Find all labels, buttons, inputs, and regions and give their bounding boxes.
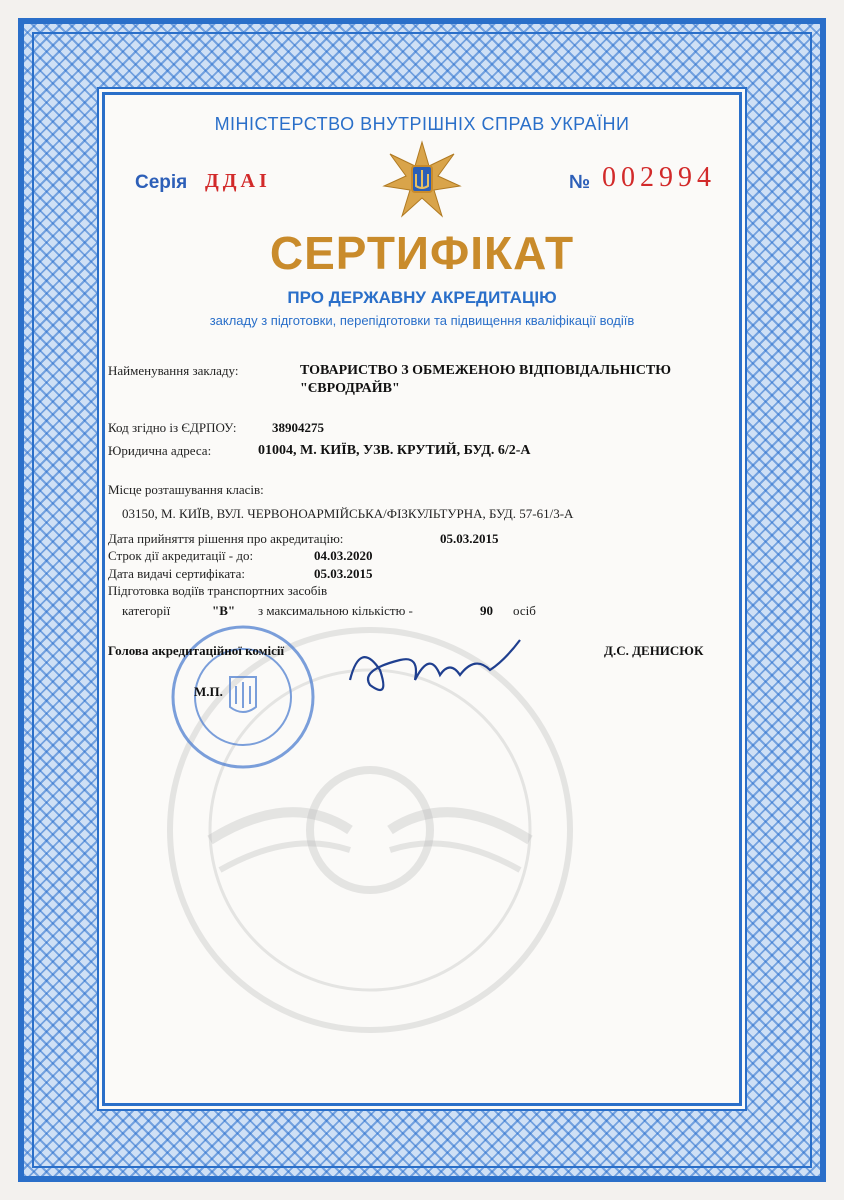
classes-value: 03150, М. КИЇВ, ВУЛ. ЧЕРВОНОАРМІЙСЬКА/ФІЗКУЛЬТУРНА, БУД. 57-61/3-А xyxy=(122,506,574,521)
certificate-description: закладу з підготовки, перепідготовки та підвищення кваліфікації водіїв xyxy=(209,313,635,328)
ministry-heading: МІНІСТЕРСТВО ВНУТРІШНІХ СПРАВ УКРАЇНИ xyxy=(214,114,630,134)
certificate-number: 002994 xyxy=(602,162,716,193)
commission-head-label: Голова акредитаційної комісії xyxy=(108,643,285,658)
category-value: "В" xyxy=(212,603,236,618)
term-label: Строк дії акредитації - до: xyxy=(108,548,254,563)
max-value: 90 xyxy=(480,603,493,618)
mp-label: М.П. xyxy=(194,684,223,699)
name-label: Найменування закладу: xyxy=(108,363,239,378)
series-label: Серія xyxy=(135,172,188,193)
certificate-title: СЕРТИФІКАТ xyxy=(269,227,575,279)
edrpou-label: Код згідно із ЄДРПОУ: xyxy=(108,420,237,435)
address-value: 01004, М. КИЇВ, УЗВ. КРУТИЙ, БУД. 6/2-А xyxy=(258,443,531,458)
name-value-line1: ТОВАРИСТВО З ОБМЕЖЕНОЮ ВІДПОВІДАЛЬНІСТЮ xyxy=(300,363,671,378)
signature-icon xyxy=(330,630,530,710)
term-value: 04.03.2020 xyxy=(314,548,373,563)
decision-value: 05.03.2015 xyxy=(440,531,499,546)
max-label: з максимальною кількістю - xyxy=(258,603,413,618)
issue-value: 05.03.2015 xyxy=(314,566,373,581)
persons-label: осіб xyxy=(513,603,536,618)
training-label: Підготовка водіїв транспортних засобів xyxy=(108,583,328,598)
series-value: ДДАІ xyxy=(205,170,271,192)
classes-label: Місце розташування класів: xyxy=(108,482,264,497)
police-star-emblem-icon xyxy=(382,140,462,220)
decision-label: Дата прийняття рішення про акредитацію: xyxy=(108,531,344,546)
number-label: № xyxy=(569,172,591,193)
address-label: Юридична адреса: xyxy=(108,443,212,458)
edrpou-value: 38904275 xyxy=(272,420,324,435)
category-label: категорії xyxy=(122,603,171,618)
commission-head-name: Д.С. ДЕНИСЮК xyxy=(604,643,704,658)
issue-label: Дата видачі сертифіката: xyxy=(108,566,245,581)
certificate-subtitle: ПРО ДЕРЖАВНУ АКРЕДИТАЦІЮ xyxy=(287,288,557,307)
name-value-line2: "ЄВРОДРАЙВ" xyxy=(300,381,400,396)
